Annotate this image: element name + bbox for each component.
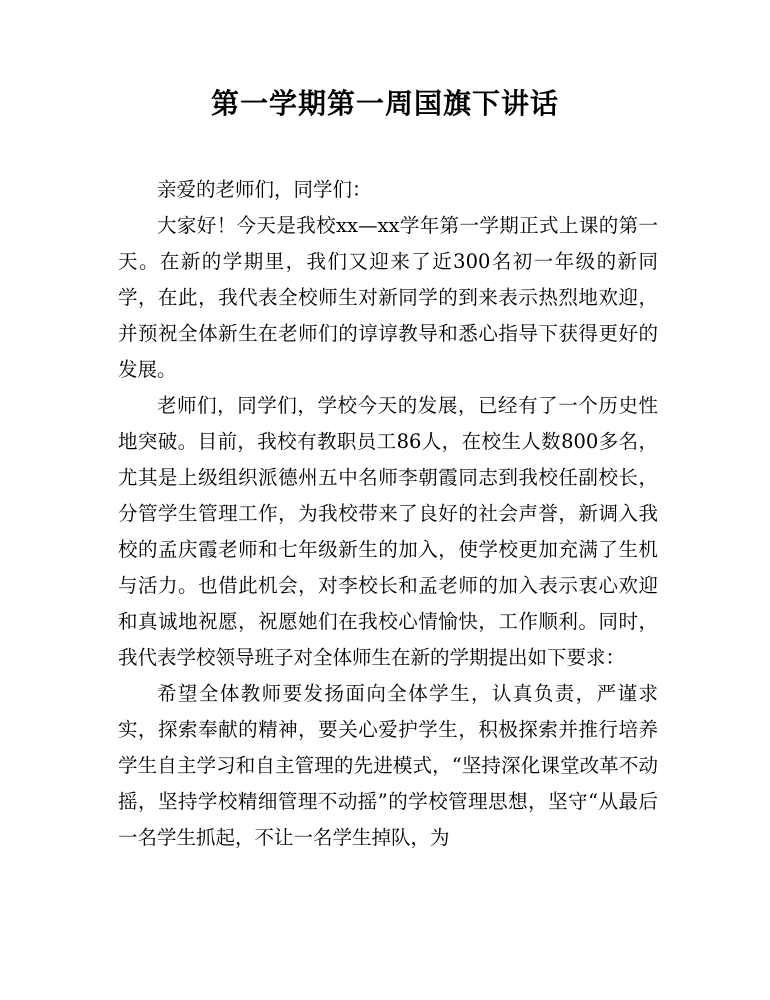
paragraph-teacher-requirements: 希望全体教师要发扬面向全体学生，认真负责，严谨求实，探索奉献的精神，要关心爱护学生，积极探索并推行培养学生自主学习和自主管理的先进模式，“坚持深化课堂改革不动摇，坚持学校精细管理不动摇”的学校管理思想，坚守“从最后一名学生抓起，不让一名学生掉队，为 [118,682,658,849]
paragraph-greeting: 亲爱的老师们，同学们： [157,178,372,201]
paragraph-school-development: 老师们，同学们，学校今天的发展，已经有了一个历史性地突破。目前，我校有教职员工86人，在校生人数800多名，尤其是上级组织派德州五中名师李朝霞同志到我校任副校长，分管学生管理工作，为我校带来了良好的社会声誉，新调入我校的孟庆霞老师和七年级新生的加入，使学校更加充满了生机与活力。也借此机会，对李校长和孟老师的加入表示衷心欢迎和真诚地祝愿，祝愿她们在我校心情愉快，工作顺利。同时，我代表学校领导班子对全体师生在新的学期提出如下要求： [118,394,658,669]
paragraph-welcome: 大家好！今天是我校xx—xx学年第一学期正式上课的第一天。在新的学期里，我们又迎来了近300名初一年级的新同学，在此，我代表全校师生对新同学的到来表示热烈地欢迎，并预祝全体新生在老师们的谆谆教导和悉心指导下获得更好的发展。 [118,214,658,381]
document-body [118,172,658,856]
document-title: 第一学期第一周国旗下讲话 [210,87,559,120]
